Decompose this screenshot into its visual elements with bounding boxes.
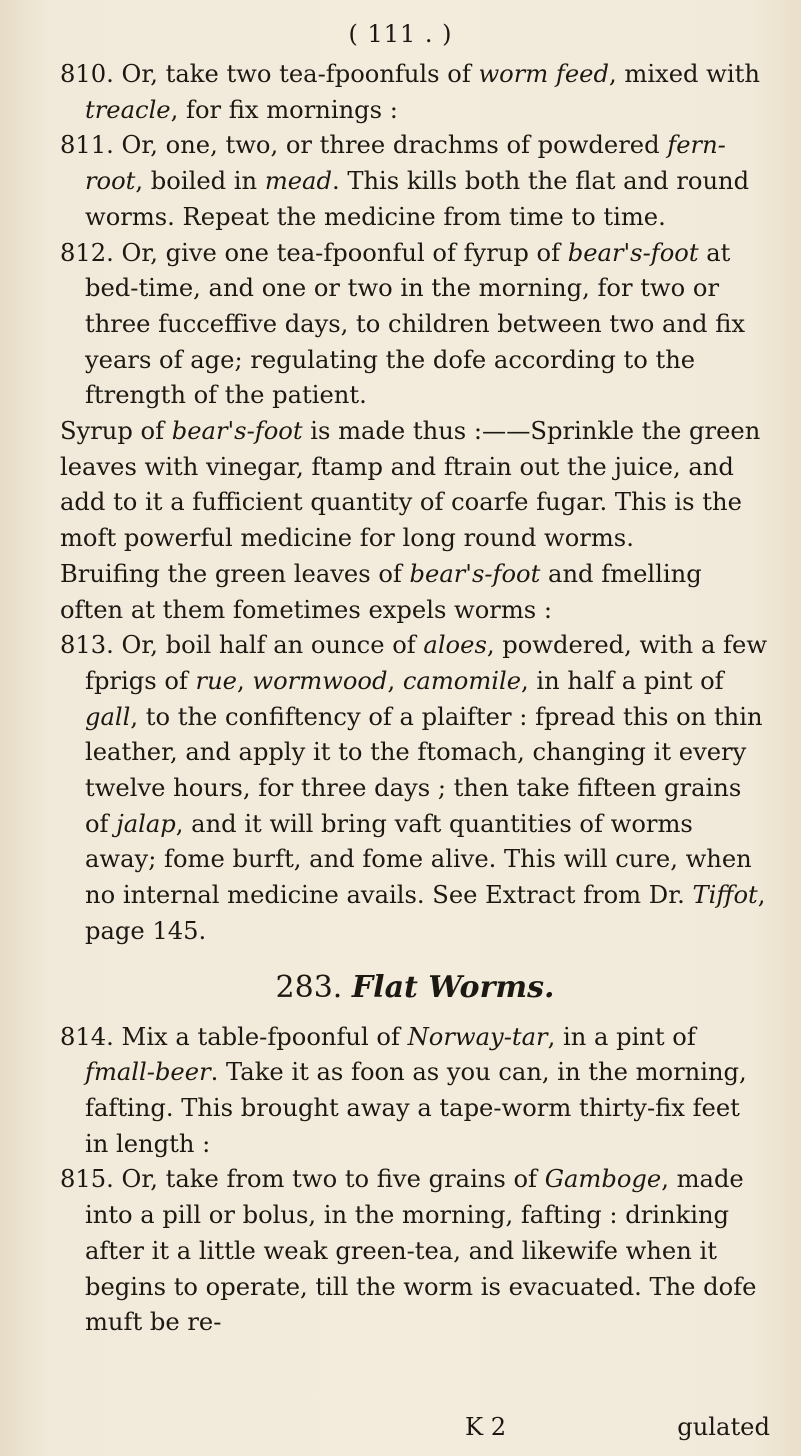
paragraph bbox=[60, 128, 770, 235]
italic-term: Norway-tar bbox=[407, 1022, 548, 1051]
text-run: , bbox=[237, 666, 253, 695]
text-run: Mix a table-fpoonful of bbox=[113, 1022, 408, 1051]
paragraph bbox=[60, 1020, 770, 1163]
text-run: Or, take two tea-fpoonfuls of bbox=[113, 60, 479, 88]
italic-term: wormwood bbox=[252, 666, 388, 695]
section-title-text: Flat Worms. bbox=[351, 969, 555, 1005]
italic-term: bear's-foot bbox=[171, 417, 303, 446]
paragraph bbox=[60, 1162, 770, 1341]
italic-term: Tiffot bbox=[692, 881, 758, 910]
italic-term: jalap bbox=[116, 809, 176, 838]
italic-term: mead bbox=[264, 167, 332, 196]
text-run: Syrup of bbox=[60, 417, 172, 446]
text-run: . This kills both the flat and round worms. Repeat the medicine from time to time. bbox=[85, 167, 750, 231]
paragraph-number: 811. bbox=[60, 131, 114, 160]
italic-term: bear's-foot bbox=[409, 559, 541, 588]
text-run: and fmelling often at them fometimes expels worms : bbox=[60, 559, 702, 624]
section-heading bbox=[60, 966, 770, 1010]
paragraph-group bbox=[60, 1020, 770, 1341]
text-run: , in half a pint of bbox=[521, 666, 724, 695]
text-run: at bed-time, and one or two in the morning, for two or three fucceffive days, to children between two and fix years of age; regulating the dofe according to the ftrength of the patient. bbox=[85, 238, 745, 410]
page-body bbox=[60, 57, 770, 1341]
text-run: , page 145. bbox=[85, 881, 766, 945]
paragraph bbox=[60, 57, 770, 128]
text-run: , in a pint of bbox=[547, 1022, 696, 1051]
paragraph-number: 814. bbox=[60, 1022, 114, 1051]
paragraph bbox=[60, 557, 770, 628]
italic-term: bear's-foot bbox=[567, 238, 699, 267]
text-run: Or, one, two, or three drachms of powdered bbox=[113, 131, 668, 160]
signature-mark: K 2 bbox=[465, 1413, 507, 1441]
text-run: Or, give one tea-fpoonful of fyrup of bbox=[113, 238, 568, 267]
paragraph-number: 812. bbox=[60, 238, 114, 267]
paragraph bbox=[60, 414, 770, 557]
text-run: . Take it as foon as you can, in the morning, fafting. This brought away a tape-worm thirty-fix feet in length : bbox=[85, 1058, 747, 1158]
text-run: Or, take from two to five grains of bbox=[113, 1165, 545, 1194]
paragraph bbox=[60, 628, 770, 949]
italic-term: treacle bbox=[85, 95, 171, 124]
italic-term: camomile bbox=[402, 666, 522, 695]
italic-term: fmall-beer bbox=[85, 1058, 211, 1087]
paragraph-number: 815. bbox=[60, 1165, 114, 1194]
text-run: Bruifing the green leaves of bbox=[60, 559, 410, 588]
paragraph-number: 813. bbox=[60, 631, 114, 660]
text-run: , for fix mornings : bbox=[170, 95, 398, 124]
paragraph bbox=[60, 236, 770, 415]
text-run: , made into a pill or bolus, in the morning, fafting : drinking after it a little weak green-tea, and likewife when it begins to operate, till the worm is evacuated. The dofe muft be re- bbox=[85, 1165, 757, 1337]
section-number: 283. bbox=[275, 969, 343, 1005]
text-run: , to the confiftency of a plaifter : fpread this on thin leather, and apply it to the ftomach, changing it every twelve hours, for three days ; then take fifteen grains of bbox=[85, 702, 763, 838]
text-run: , boiled in bbox=[135, 167, 265, 196]
paragraph-group bbox=[60, 57, 770, 950]
text-run: , mixed with bbox=[609, 60, 760, 88]
text-run: , bbox=[387, 666, 403, 695]
italic-term: fern-root bbox=[85, 131, 726, 196]
italic-term: rue bbox=[195, 666, 237, 695]
italic-term: worm feed bbox=[478, 60, 609, 88]
catchword: gulated bbox=[677, 1413, 770, 1441]
text-run: is made thus :——Sprinkle the green leaves with vinegar, ftamp and ftrain out the juice, and add to it a fufficient quantity of coarfe fugar. This is the moft powerful medicine for long round worms. bbox=[60, 417, 761, 553]
text-run: , powdered, with a few fprigs of bbox=[85, 631, 768, 695]
italic-term: Gamboge bbox=[544, 1165, 662, 1194]
italic-term: aloes bbox=[423, 631, 487, 660]
page-number-header: ( 111 . ) bbox=[348, 20, 453, 48]
text-run: , and it will bring vaft quantities of worms away; fome burft, and fome alive. This will cure, when no internal medicine avails. See Extract from Dr. bbox=[85, 809, 752, 910]
text-run: Or, boil half an ounce of bbox=[113, 631, 424, 660]
paragraph-number: 810. bbox=[60, 60, 114, 88]
italic-term: gall bbox=[85, 702, 131, 731]
